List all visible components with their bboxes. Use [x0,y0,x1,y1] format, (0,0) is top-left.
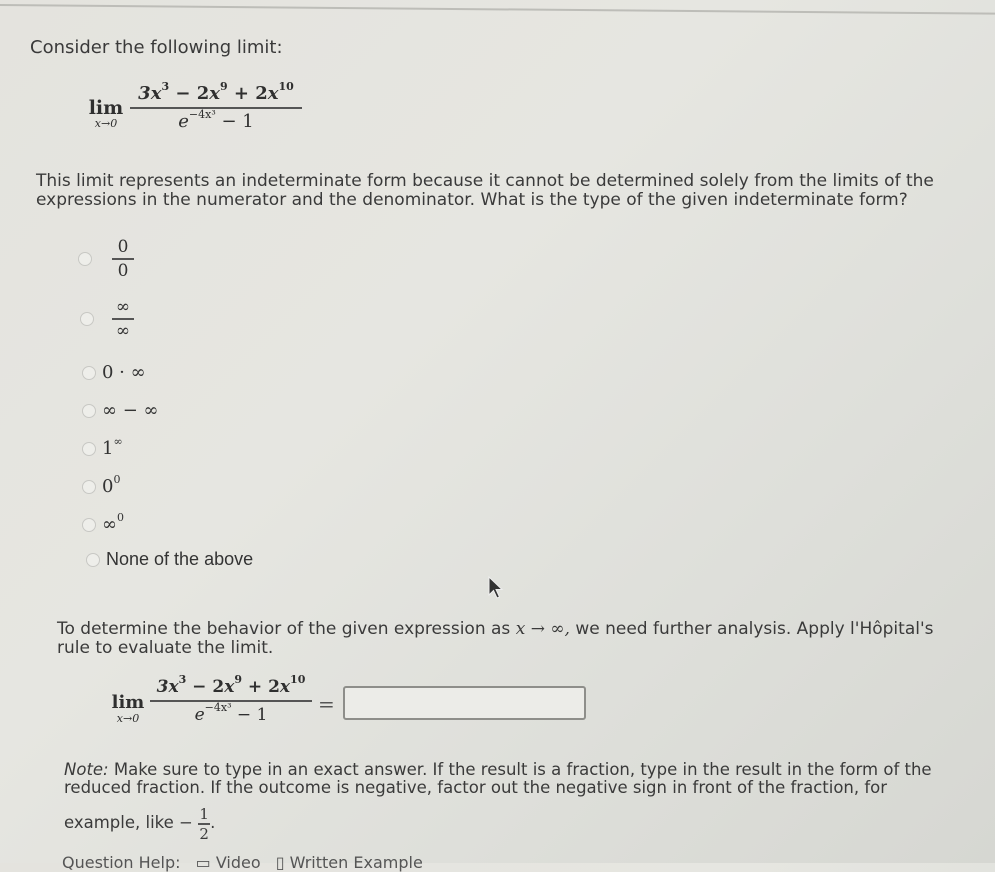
numerator: $3x^3 - 2x^9 + 2x^{10}$ [156,673,306,697]
lim-operator: lim x→0 [111,692,145,725]
question-text: This limit represents an indeterminate form because it cannot be determined solely from the limits of the expressions in the numerator and the denominator. What is the type of the given indeterminate form? [36,171,934,210]
option-inf-to-zero[interactable]: ∞$^0$ [82,514,124,535]
answer-input[interactable] [343,686,586,720]
equals-sign: = [318,692,335,716]
note-text: Note: Make sure to type in an exact answer. If the result is a fraction, type in the result in the form of the reduced fraction. If the outcome is negative, factor out the negative sign in front of the fraction, for example, like − $\frac{1}{2}$ . [64,760,932,843]
radio-button[interactable] [82,518,96,532]
radio-button[interactable] [80,312,94,326]
example-fraction: $\frac{1}{2}$ [199,805,209,843]
radio-button[interactable] [82,404,96,418]
limit-fraction [130,82,302,134]
denominator: $e^{-4x^3} - 1$ [194,700,268,725]
video-link[interactable]: ▭ Video [195,853,261,872]
intro-text: Consider the following limit: [30,37,283,58]
lim-operator: lim x→0 [88,97,124,130]
numerator: $3x^3 - 2x^9 + 2x^{10}$ [138,80,294,104]
denominator: $e^{-4x^3} - 1$ [178,107,254,132]
radio-button[interactable] [82,366,96,380]
written-example-link[interactable]: ▯ Written Example [275,853,423,872]
radio-button[interactable] [82,442,96,456]
option-zero-times-inf[interactable]: 0 · ∞ [82,362,146,383]
mouse-cursor-icon [488,576,504,600]
limit-fraction [150,675,312,727]
option-zero-over-zero[interactable]: 0 0 [78,236,134,282]
page-top-border [0,4,995,15]
followup-text: To determine the behavior of the given expression as x → ∞, we need further analysis. Apply l'Hôpital's rule to evaluate the limit. [57,619,934,658]
radio-button[interactable] [78,252,92,266]
option-one-to-inf[interactable]: 1∞ [82,438,123,459]
option-zero-to-zero[interactable]: $0^0$ [82,476,120,497]
option-inf-over-inf[interactable]: ∞ ∞ [80,296,134,342]
question-help-bar: Question Help: ▭ Video ▯ Written Example [62,853,423,872]
option-inf-minus-inf[interactable]: ∞ − ∞ [82,400,159,421]
radio-button[interactable] [86,553,100,567]
radio-button[interactable] [82,480,96,494]
option-none-of-the-above[interactable]: None of the above [86,549,253,570]
